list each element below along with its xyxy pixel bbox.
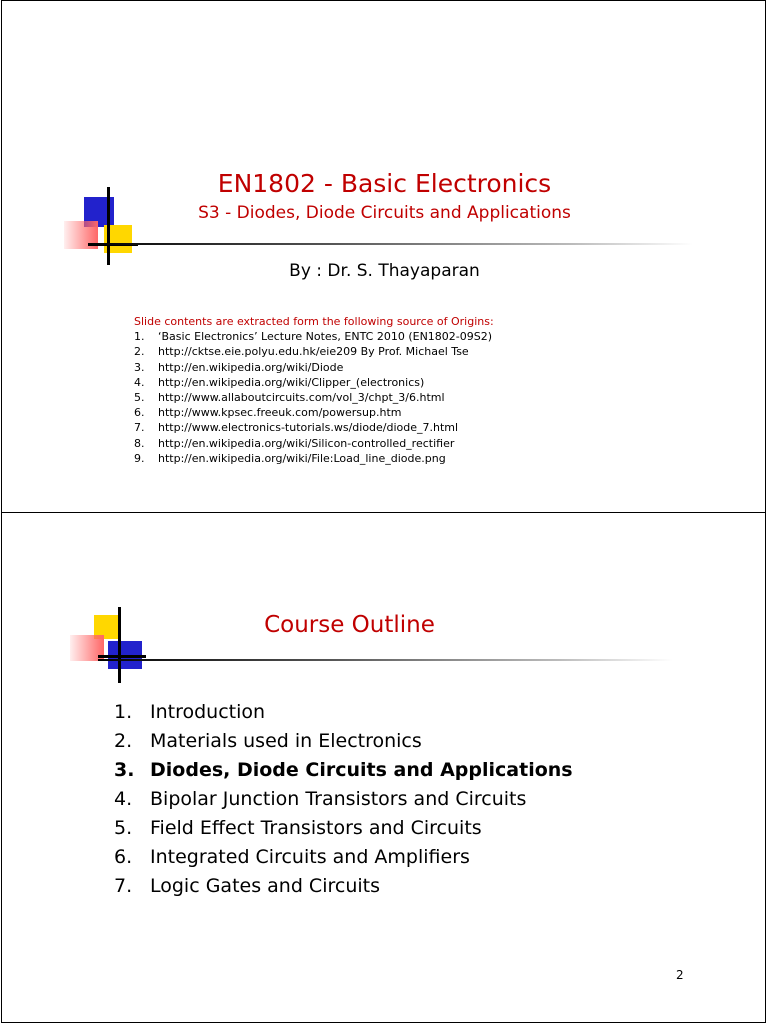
source-item: 7. http://www.electronics-tutorials.ws/diode/diode_7.html bbox=[134, 421, 459, 435]
source-item: 8. http://en.wikipedia.org/wiki/Silicon-controlled_rectifier bbox=[134, 436, 455, 450]
logo-vertical-line bbox=[107, 187, 110, 265]
outline-item: 1. Introduction bbox=[114, 701, 266, 723]
source-item: 3. http://en.wikipedia.org/wiki/Diode bbox=[134, 360, 344, 374]
decorative-squares-logo bbox=[64, 187, 144, 267]
source-item: 4. http://en.wikipedia.org/wiki/Clipper_(electronics) bbox=[134, 375, 425, 389]
outline-item: 5. Field Effect Transistors and Circuits bbox=[114, 817, 482, 839]
course-title: EN1802 - Basic Electronics bbox=[217, 169, 552, 198]
logo-vertical-line bbox=[118, 607, 121, 683]
outline-item: 4. Bipolar Junction Transistors and Circuits bbox=[114, 788, 527, 810]
logo-horizontal-line bbox=[98, 655, 146, 658]
outline-item: 7. Logic Gates and Circuits bbox=[114, 875, 380, 897]
sources-lead: Slide contents are extracted form the following source of Origins: bbox=[134, 315, 494, 328]
source-item: 2. http://cktse.eie.polyu.edu.hk/eie209 By Prof. Michael Tse bbox=[134, 345, 469, 359]
outline-item: 6. Integrated Circuits and Amplifiers bbox=[114, 846, 470, 868]
course-outline-slide bbox=[1, 512, 766, 1023]
source-list bbox=[134, 314, 534, 466]
session-subtitle: S3 - Diodes, Diode Circuits and Applications bbox=[198, 203, 571, 223]
outline-list bbox=[114, 698, 674, 901]
outline-item-current: 3. Diodes, Diode Circuits and Applications bbox=[114, 759, 573, 781]
outline-item: 2. Materials used in Electronics bbox=[114, 730, 422, 752]
title-rule bbox=[98, 659, 673, 661]
page-number: 2 bbox=[676, 968, 684, 982]
title-rule bbox=[88, 243, 693, 245]
source-item: 9. http://en.wikipedia.org/wiki/File:Load_line_diode.png bbox=[134, 451, 446, 465]
author-line: By : Dr. S. Thayaparan bbox=[289, 261, 480, 281]
decorative-squares-logo bbox=[70, 607, 150, 687]
source-item: 1. ‘Basic Electronics’ Lecture Notes, ENTC 2010 (EN1802-09S2) bbox=[134, 330, 493, 344]
title-slide bbox=[1, 0, 766, 513]
outline-title: Course Outline bbox=[264, 612, 435, 638]
source-item: 6. http://www.kpsec.freeuk.com/powersup.htm bbox=[134, 406, 402, 420]
source-item: 5. http://www.allaboutcircuits.com/vol_3/chpt_3/6.html bbox=[134, 391, 445, 405]
